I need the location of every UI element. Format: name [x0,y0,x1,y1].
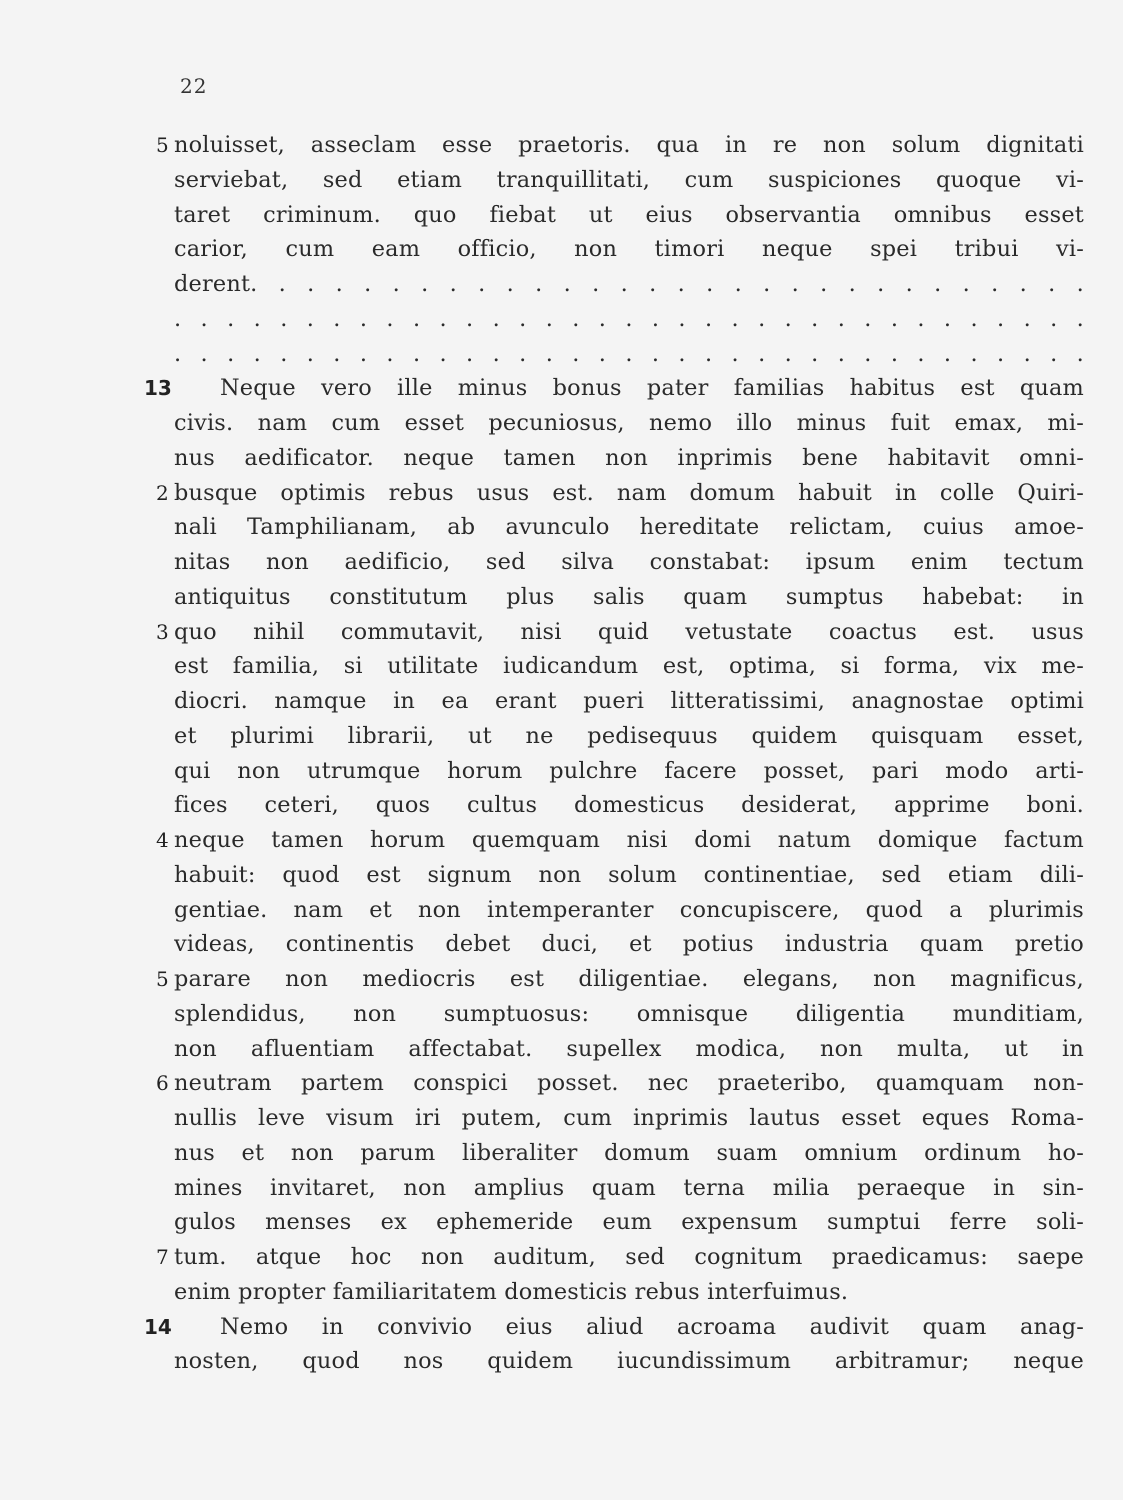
line-text: est familia, si utilitate iudicandum est, optima, si forma, vix me- [174,653,1084,680]
text-line [0,893,1123,928]
text-line [0,684,1123,719]
text-line [0,510,1123,545]
line-text: non afluentiam affectabat. supellex modica, non multa, ut in [174,1035,1084,1062]
text-line [0,545,1123,580]
line-text: nullis leve visum iri putem, cum inprimis lautus esset eques Roma- [174,1105,1084,1131]
line-text: serviebat, sed etiam tranquillitati, cum suspiciones quoque vi- [174,166,1084,193]
line-text: nus aedificator. neque tamen non inprimis bene habitavit omni- [174,444,1084,471]
text-line [0,754,1123,789]
line-text: civis. nam cum esset pecuniosus, nemo illo minus fuit emax, mi- [174,410,1084,436]
text-line [0,232,1123,267]
text-line [0,823,1123,858]
text-line [0,1032,1123,1067]
text-line [0,1344,1123,1379]
line-text: . . . . . . . . . . . . . . . . . . . . . . . . . . . . . . . . . . . [174,340,1084,367]
text-line [0,788,1123,823]
section-number: 5 [156,133,169,157]
text-line [0,1205,1123,1240]
text-line [0,128,1123,163]
text-line [0,302,1123,337]
text-line [0,615,1123,650]
line-text: habuit: quod est signum non solum continentiae, sed etiam dili- [174,861,1084,888]
section-number: 4 [156,828,169,852]
chapter-number: 14 [144,1314,172,1339]
line-text: videas, continentis debet duci, et potius industria quam pretio [174,931,1084,958]
section-number: 6 [156,1071,169,1096]
line-text: quo nihil commutavit, nisi quid vetustate coactus est. usus [174,618,1084,645]
line-text: mines invitaret, non amplius quam terna milia peraeque in sin- [174,1174,1084,1201]
line-text: taret criminum. quo fiebat ut eius observantia omnibus esset [174,201,1084,228]
line-text: fices ceteri, quos cultus domesticus desiderat, apprime boni. [174,792,1084,819]
text-line [0,649,1123,684]
line-text: busque optimis rebus usus est. nam domum habuit in colle Quiri- [174,479,1084,506]
text-line [0,267,1123,302]
line-text: neutram partem conspici posset. nec praeteribo, quamquam non- [174,1070,1084,1097]
section-number: 3 [156,619,169,644]
line-text: Nemo in convivio eius aliud acroama audivit quam anag- [220,1313,1084,1340]
text-line [0,927,1123,962]
text-line [0,406,1123,441]
text-line [0,1066,1123,1101]
line-text: . . . . . . . . . . . . . . . . . . . . . . . . . . . . . . . . . . . [174,305,1084,332]
line-text: carior, cum eam officio, non timori neque spei tribui vi- [174,236,1084,263]
section-number: 2 [156,480,169,505]
line-text: tum. atque hoc non auditum, sed cognitum praedicamus: saepe [174,1244,1084,1270]
line-text: enim propter familiaritatem domesticis rebus interfuimus. [174,1278,849,1305]
line-text: diocri. namque in ea erant pueri litteratissimi, anagnostae optimi [174,688,1084,714]
text-line [0,1101,1123,1136]
text-line [0,476,1123,511]
text-line [0,997,1123,1032]
line-text: Neque vero ille minus bonus pater familias habitus est quam [220,375,1084,402]
text-line [0,198,1123,233]
text-line [0,1240,1123,1275]
line-text: qui non utrumque horum pulchre facere posset, pari modo arti- [174,757,1084,784]
line-text: et plurimi librarii, ut ne pedisequus quidem quisquam esset, [174,722,1084,749]
text-line [0,441,1123,476]
line-text: parare non mediocris est diligentiae. elegans, non magnificus, [174,966,1084,992]
line-text: noluisset, asseclam esse praetoris. qua in re non solum dignitati [174,132,1084,158]
text-line [0,371,1123,406]
text-line [0,1275,1123,1310]
line-text: gentiae. nam et non intemperanter concupiscere, quod a plurimis [174,896,1084,923]
line-text: gulos menses ex ephemeride eum expensum sumptui ferre soli- [174,1209,1084,1236]
line-text: derent. . . . . . . . . . . . . . . . . . . . . . . . . . . . . . [174,271,1084,297]
section-number: 7 [156,1245,169,1269]
text-line [0,1136,1123,1171]
text-line [0,1171,1123,1206]
text-line [0,163,1123,198]
text-line [0,337,1123,372]
line-text: nus et non parum liberaliter domum suam omnium ordinum ho- [174,1139,1084,1166]
text-line [0,858,1123,893]
text-line [0,1310,1123,1345]
line-text: nosten, quod nos quidem iucundissimum arbitramur; neque [174,1348,1084,1375]
section-number: 5 [156,967,169,991]
line-text: antiquitus constitutum plus salis quam sumptus habebat: in [174,583,1084,610]
body-text [0,128,1123,1379]
line-text: nitas non aedificio, sed silva constabat: ipsum enim tectum [174,549,1084,575]
chapter-number: 13 [144,376,172,401]
line-text: neque tamen horum quemquam nisi domi natum domique factum [174,827,1084,853]
text-line [0,962,1123,997]
line-text: nali Tamphilianam, ab avunculo hereditate relictam, cuius amoe- [174,514,1084,541]
line-text: splendidus, non sumptuosus: omnisque diligentia munditiam, [174,1000,1084,1027]
text-line [0,580,1123,615]
page-number: 22 [180,74,208,98]
text-line [0,719,1123,754]
